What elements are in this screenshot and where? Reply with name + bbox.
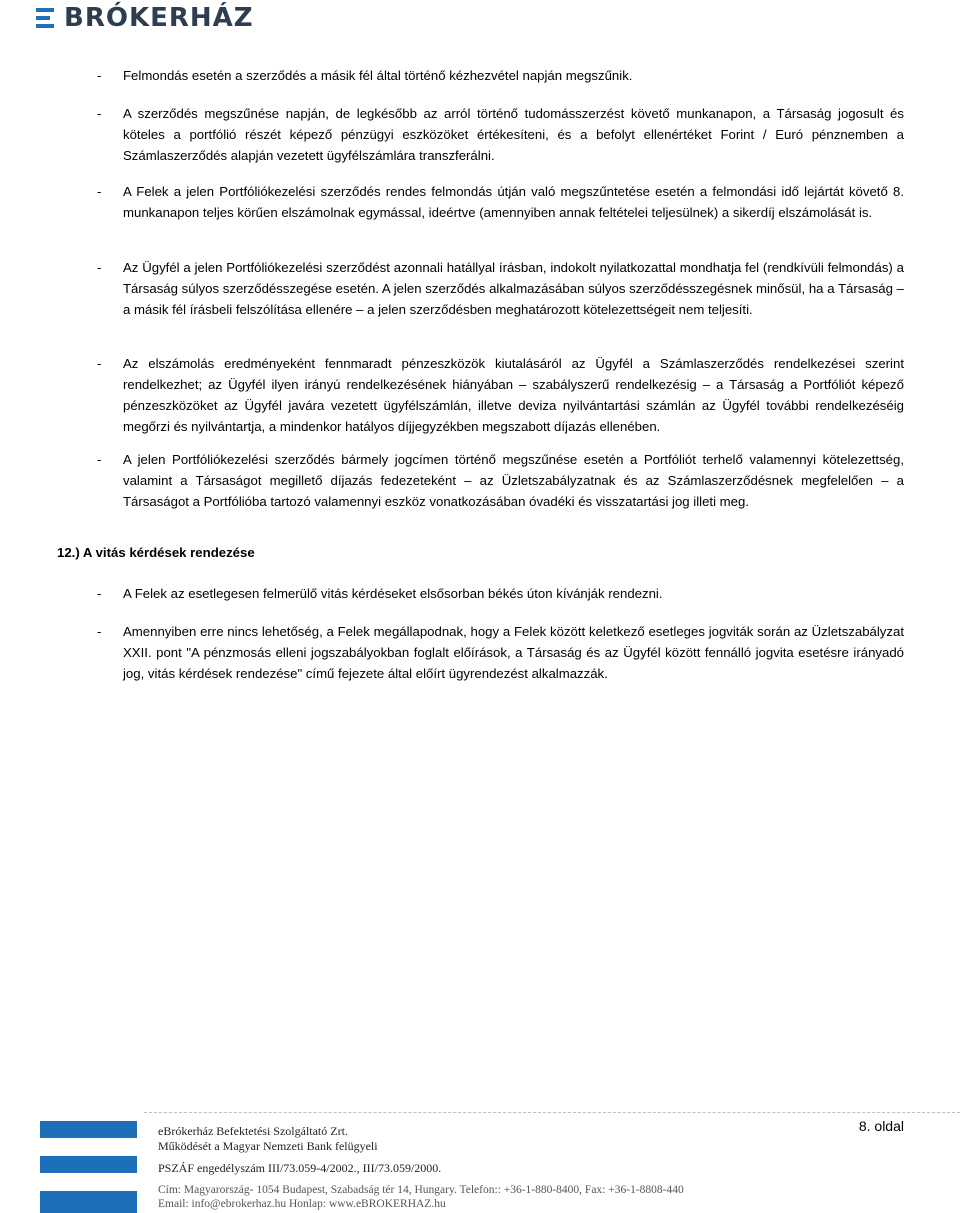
footer-company: eBrókerház Befektetési Szolgáltató Zrt. <box>158 1124 348 1138</box>
footer-divider <box>144 1112 960 1113</box>
list-item-text: A szerződés megszűnése napján, de legkésőbb az arról történő tudomásszerzést követő munkanapon, a Társaság jogosult és köteles a portfólió részét képező pénzügyi eszközöket értékesíteni, és a befolyt ellenértéket Forint / Euró pénznemben a Számlaszerződés alapján vezetett ügyfélszámlára transzferálni. <box>123 106 904 163</box>
footer-license: PSZÁF engedélyszám III/73.059-4/2002., III/73.059/2000. <box>158 1161 442 1175</box>
list-item-text: A Felek az esetlegesen felmerülő vitás kérdéseket elsősorban békés úton kívánják rendezni. <box>123 586 663 601</box>
footer-supervision: Működését a Magyar Nemzeti Bank felügyeli <box>158 1139 378 1153</box>
list-item: - A jelen Portfóliókezelési szerződés bármely jogcímen történő megszűnése esetén a Portfóliót terhelő valamennyi kötelezettség, valamint a Társaságot megillető díjazás fedezeteként – az Üzletszabályzatnak és az Számlaszerződésnek megfelelően – a Társaságot a Portfólióba tartozó valamennyi eszköz vonatkozásában óvadéki és visszatartási jog illeti meg. <box>97 449 904 512</box>
list-item: - Amennyiben erre nincs lehetőség, a Felek megállapodnak, hogy a Felek között keletkező esetleges jogviták során az Üzletszabályzat XXII. pont "A pénzmosás elleni jogszabályokban foglalt előírások, a Társaság és az Ügyfél között fennálló jogvita esetésre irányadó jog, vitás kérdések rendezése" című fejezete által előírt ügyrendezést alkalmazzák. <box>97 621 904 684</box>
list-item-text: Az Ügyfél a jelen Portfóliókezelési szerződést azonnali hatállyal írásban, indokolt nyilatkozattal mondhatja fel (rendkívüli felmondás) a Társaság súlyos szerződésszegése esetén. A jelen szerződés alkalmazásában súlyos szerződésszegésnek minősül, ha a Társaság – a másik fél írásbeli felszólítása ellenére – a jelen szerződésben meghatározott kötelezettségeit nem teljesíti. <box>123 260 904 317</box>
list-item: - Az elszámolás eredményeként fennmaradt pénzeszközök kiutalásáról az Ügyfél a Számlaszerződés rendelkezései szerint rendelkezhet; az Ügyfél ilyen irányú rendelkezésének hiányában – szabályszerű rendelkezésig – a Társaság a Portfóliót képező pénzeszközöket az Ügyfél javára vezetett ügyfélszámlán, illetve deviza nyilvántartási számlán az Ügyfél további rendelkezéséig megőrzi és nyilvántartja, a mindenkor hatályos díjjegyzékben megszabott díjazás ellenében. <box>97 353 904 437</box>
logo-text: BRÓKERHÁZ <box>64 3 254 33</box>
footer-contact: Email: info@ebrokerhaz.hu Honlap: www.eBROKERHAZ.hu <box>158 1198 446 1210</box>
section-heading: 12.) A vitás kérdések rendezése <box>57 545 255 560</box>
brand-logo <box>36 4 254 32</box>
list-item-text: Az elszámolás eredményeként fennmaradt pénzeszközök kiutalásáról az Ügyfél a Számlaszerződés rendelkezései szerint rendelkezhet; az Ügyfél ilyen irányú rendelkezésének hiányában – szabályszerű rendelkezésig – a Társaság a Portfóliót képező pénzeszközöket az Ügyfél javára vezetett ügyfélszámlán, illetve deviza nyilvántartási számlán az Ügyfél további rendelkezéséig megőrzi és nyilvántartja, a mindenkor hatályos díjjegyzékben megszabott díjazás ellenében. <box>123 356 904 434</box>
list-item-text: A jelen Portfóliókezelési szerződés bármely jogcímen történő megszűnése esetén a Portfóliót terhelő valamennyi kötelezettség, valamint a Társaságot megillető díjazás fedezeteként – az Üzletszabályzatnak és az Számlaszerződésnek megfelelően – a Társaságot a Portfólióba tartozó valamennyi eszköz vonatkozásában óvadéki és visszatartási jog illeti meg. <box>123 452 904 509</box>
page-number: 8. oldal <box>858 1118 904 1134</box>
logo-mark-icon <box>36 7 54 29</box>
list-item: - A Felek az esetlegesen felmerülő vitás kérdéseket elsősorban békés úton kívánják rendezni. <box>97 583 904 604</box>
footer-address: Cím: Magyarország- 1054 Budapest, Szabadság tér 14, Hungary. Telefon:: +36-1-880-8400, Fax: +36-1-8808-440 <box>158 1184 684 1196</box>
list-item: - Az Ügyfél a jelen Portfóliókezelési szerződést azonnali hatállyal írásban, indokolt nyilatkozattal mondhatja fel (rendkívüli felmondás) a Társaság súlyos szerződésszegése esetén. A jelen szerződés alkalmazásában súlyos szerződésszegésnek minősül, ha a Társaság – a másik fél írásbeli felszólítása ellenére – a jelen szerződésben meghatározott kötelezettségeit nem teljesíti. <box>97 257 904 320</box>
list-item: - A Felek a jelen Portfóliókezelési szerződés rendes felmondás útján való megszűntetése esetén a felmondási idő lejártát követő 8. munkanapon teljes körűen elszámolnak egymással, ideértve (amennyiben annak feltételei teljesülnek) a sikerdíj elszámolását is. <box>97 181 904 223</box>
list-item-text: A Felek a jelen Portfóliókezelési szerződés rendes felmondás útján való megszűntetése esetén a felmondási idő lejártát követő 8. munkanapon teljes körűen elszámolnak egymással, ideértve (amennyiben annak feltételei teljesülnek) a sikerdíj elszámolását is. <box>123 184 904 220</box>
list-item-text: Felmondás esetén a szerződés a másik fél által történő kézhezvétel napján megszűnik. <box>123 68 633 83</box>
list-item: - A szerződés megszűnése napján, de legkésőbb az arról történő tudomásszerzést követő munkanapon, a Társaság jogosult és köteles a portfólió részét képező pénzügyi eszközöket értékesíteni, és a befolyt ellenértéket Forint / Euró pénznemben a Számlaszerződés alapján vezetett ügyfélszámlára transzferálni. <box>97 103 904 166</box>
list-item: - Felmondás esetén a szerződés a másik fél által történő kézhezvétel napján megszűnik. <box>97 65 904 86</box>
list-item-text: Amennyiben erre nincs lehetőség, a Felek megállapodnak, hogy a Felek között keletkező esetleges jogviták során az Üzletszabályzat XXII. pont "A pénzmosás elleni jogszabályokban foglalt előírások, a Társaság és az Ügyfél között fennálló jogvita esetésre irányadó jog, vitás kérdések rendezése" című fejezete által előírt ügyrendezést alkalmazzák. <box>123 624 904 681</box>
